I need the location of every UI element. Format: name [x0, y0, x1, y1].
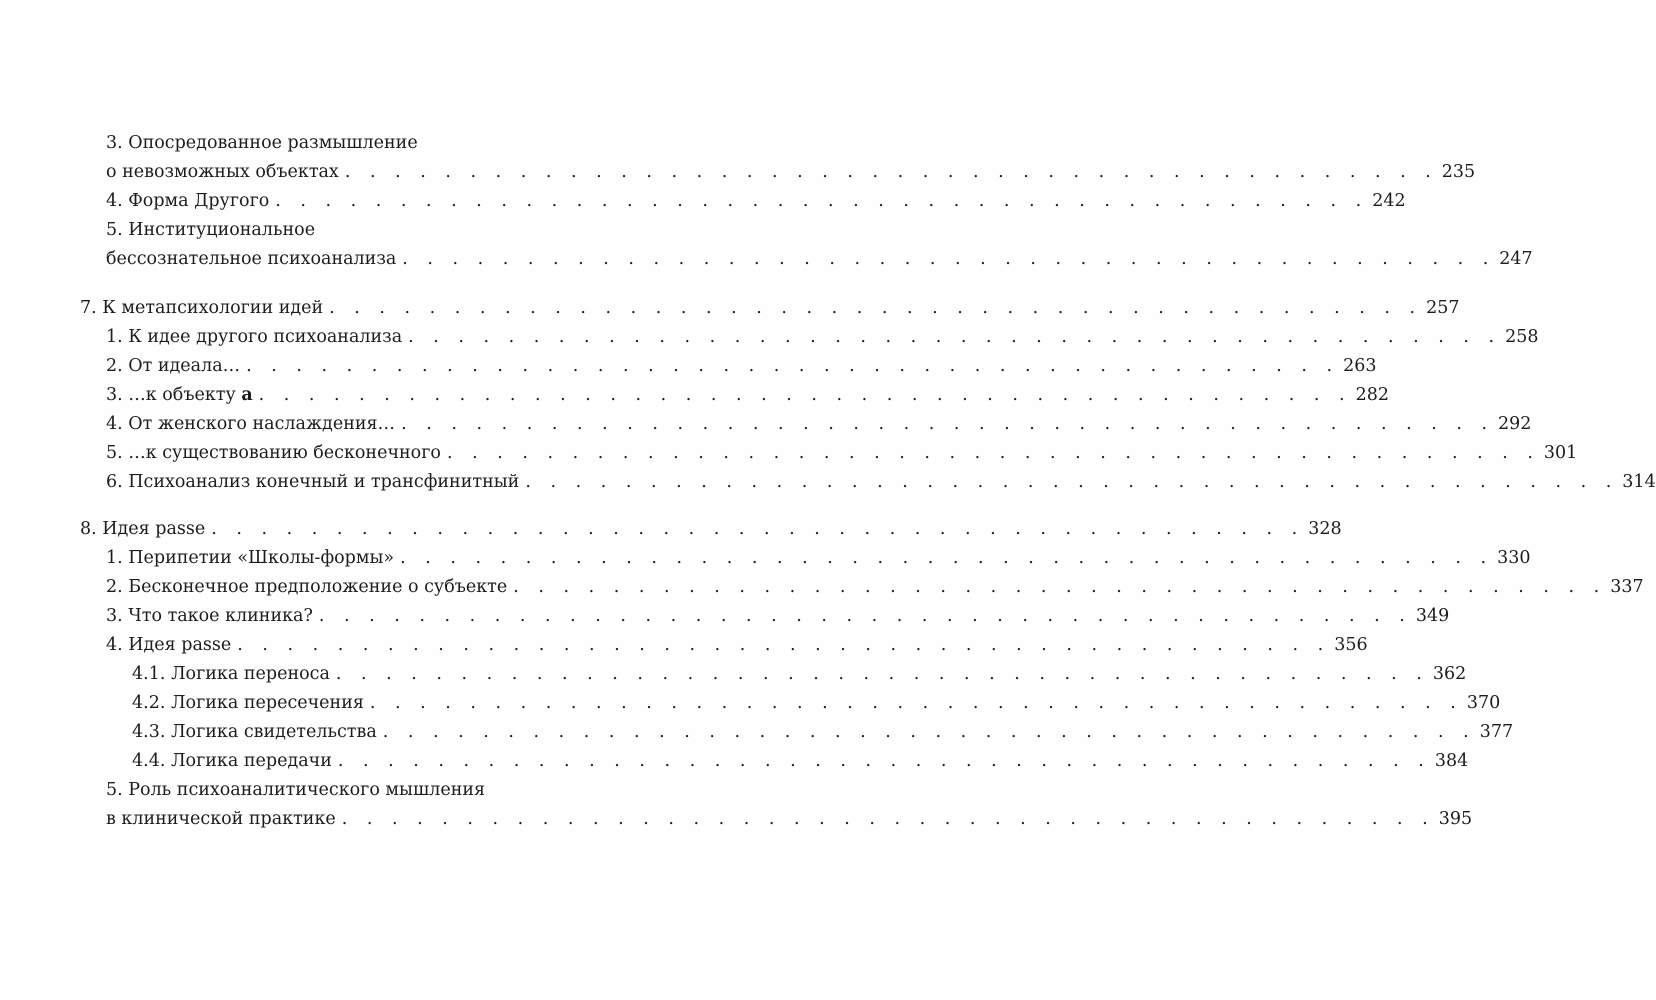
toc-entry-page: 263: [1343, 356, 1377, 376]
toc-entry-page: 377: [1479, 722, 1514, 742]
toc-entry-page: 292: [1498, 414, 1532, 434]
toc-subentry: [132, 663, 1467, 685]
toc-entry-title: 4.3. Логика свидетельства: [132, 722, 377, 742]
toc-entry-title: 5. Роль психоаналитического мышления: [106, 780, 486, 800]
toc-entry: [106, 605, 1450, 627]
toc-entry-page: 257: [1426, 298, 1460, 318]
toc-entry-page: 395: [1438, 809, 1473, 829]
toc-entry-title: 4. Идея passe: [106, 635, 232, 655]
toc-entry-page: 337: [1610, 577, 1644, 597]
dot-leader: . . . . . . . . . . . . . . . . . . . . . . . . . . . . . . . . . . . . . . . . . . . .: [275, 191, 1369, 211]
toc-entry-page: 258: [1505, 327, 1539, 347]
toc-entry: [106, 413, 1532, 435]
toc-entry-title: 2. Бесконечное предположение о субъекте: [106, 577, 508, 597]
toc-entry: [106, 219, 570, 241]
dot-leader: . . . . . . . . . . . . . . . . . . . . . . . . . . . . . . . . . . . . . . . . . . . .: [408, 327, 1502, 347]
toc-entry-title: 4.2. Логика пересечения: [132, 693, 364, 713]
dot-leader: . . . . . . . . . . . . . . . . . . . . . . . . . . . . . . . . . . . . . . . . . . . .: [513, 577, 1607, 597]
toc-entry: [106, 161, 1476, 183]
toc-chapter-title: 7. К метапсихологии идей: [80, 298, 324, 318]
dot-leader: . . . . . . . . . . . . . . . . . . . . . . . . . . . . . . . . . . . . . . . . . . . .: [369, 693, 1463, 713]
toc-entry-page: 356: [1334, 635, 1368, 655]
toc-entry: [106, 471, 1656, 493]
toc-entry-page: 282: [1355, 385, 1390, 405]
toc-entry-page: 349: [1415, 606, 1450, 626]
toc-entry-title: 4.4. Логика передачи: [132, 751, 332, 771]
toc-entry: [106, 355, 1377, 377]
toc-subentry: [132, 750, 1469, 772]
toc-entry: [106, 808, 1473, 830]
toc-chapter: [80, 297, 1460, 319]
toc-entry-title: 2. От идеала…: [106, 356, 241, 376]
toc-entry: [106, 442, 1578, 464]
toc-entry-title: в клинической практике: [106, 809, 336, 829]
toc-entry: [106, 326, 1539, 348]
toc-entry-title: 5. …к существованию бесконечного: [106, 443, 441, 463]
toc-entry-page: 235: [1441, 162, 1476, 182]
dot-leader: . . . . . . . . . . . . . . . . . . . . . . . . . . . . . . . . . . . . . . . . . . . .: [237, 635, 1331, 655]
toc-entry-title: 4. Форма Другого: [106, 191, 270, 211]
dot-leader: . . . . . . . . . . . . . . . . . . . . . . . . . . . . . . . . . . . . . . . . . . . .: [329, 298, 1423, 318]
toc-entry-title: [106, 384, 253, 406]
toc-entry-title: 5. Институциональное: [106, 220, 316, 240]
toc-entry: [106, 190, 1406, 212]
toc-entry-title: 6. Психоанализ конечный и трансфинитный: [106, 472, 520, 492]
toc-entry-page: 301: [1543, 443, 1578, 463]
toc-entry-page: 314: [1622, 472, 1656, 492]
toc-chapter-title: 8. Идея passe: [80, 519, 206, 539]
dot-leader: . . . . . . . . . . . . . . . . . . . . . . . . . . . . . . . . . . . . . . . . . . . .: [344, 162, 1438, 182]
dot-leader: . . . . . . . . . . . . . . . . . . . . . . . . . . . . . . . . . . . . . . . . . . . .: [400, 548, 1494, 568]
toc-entry-page: 362: [1432, 664, 1467, 684]
toc-entry-title: бессознательное психоанализа: [106, 249, 397, 269]
toc-entry-title-bold: a: [241, 385, 253, 405]
toc-subentry: [132, 721, 1514, 743]
toc-entry-page: 247: [1499, 249, 1533, 269]
toc-entry: [106, 779, 570, 801]
dot-leader: . . . . . . . . . . . . . . . . . . . . . . . . . . . . . . . . . . . . . . . . . . . .: [318, 606, 1412, 626]
toc-entry: [106, 132, 570, 154]
dot-leader: . . . . . . . . . . . . . . . . . . . . . . . . . . . . . . . . . . . . . . . . . . . .: [341, 809, 1435, 829]
toc-entry-page: 370: [1466, 693, 1501, 713]
dot-leader: . . . . . . . . . . . . . . . . . . . . . . . . . . . . . . . . . . . . . . . . . . . .: [258, 385, 1352, 405]
toc-entry-title: 4.1. Логика переноса: [132, 664, 330, 684]
dot-leader: . . . . . . . . . . . . . . . . . . . . . . . . . . . . . . . . . . . . . . . . . . . .: [525, 472, 1619, 492]
dot-leader: . . . . . . . . . . . . . . . . . . . . . . . . . . . . . . . . . . . . . . . . . . . .: [246, 356, 1340, 376]
toc-entry-page: 384: [1434, 751, 1469, 771]
toc-entry-title: 3. Опосредованное размышление: [106, 133, 418, 153]
toc-entry-title: 1. Перипетии «Школы-формы»: [106, 548, 395, 568]
dot-leader: . . . . . . . . . . . . . . . . . . . . . . . . . . . . . . . . . . . . . . . . . . . .: [337, 751, 1431, 771]
dot-leader: . . . . . . . . . . . . . . . . . . . . . . . . . . . . . . . . . . . . . . . . . . . .: [401, 414, 1495, 434]
toc-entry-title: 3. Что такое клиника?: [106, 606, 313, 626]
toc-entry-page: 330: [1497, 548, 1531, 568]
toc-entry: [106, 248, 1533, 270]
toc-entry-page: 242: [1372, 191, 1406, 211]
dot-leader: . . . . . . . . . . . . . . . . . . . . . . . . . . . . . . . . . . . . . . . . . . . .: [335, 664, 1429, 684]
toc-entry-title: о невозможных объектах: [106, 162, 339, 182]
dot-leader: . . . . . . . . . . . . . . . . . . . . . . . . . . . . . . . . . . . . . . . . . . . .: [382, 722, 1476, 742]
toc-entry-title: 1. К идее другого психоанализа: [106, 327, 403, 347]
toc-entry-page: 328: [1308, 519, 1342, 539]
toc-entry: [106, 384, 1390, 406]
toc-chapter: [80, 518, 1342, 540]
dot-leader: . . . . . . . . . . . . . . . . . . . . . . . . . . . . . . . . . . . . . . . . . . . .: [211, 519, 1305, 539]
dot-leader: . . . . . . . . . . . . . . . . . . . . . . . . . . . . . . . . . . . . . . . . . . . .: [402, 249, 1496, 269]
toc-subentry: [132, 692, 1501, 714]
toc-entry: [106, 634, 1368, 656]
toc-entry-title-text: 3. …к объекту: [106, 385, 242, 405]
dot-leader: . . . . . . . . . . . . . . . . . . . . . . . . . . . . . . . . . . . . . . . . . . . .: [446, 443, 1540, 463]
toc-entry: [106, 576, 1644, 598]
toc-entry: [106, 547, 1531, 569]
toc-entry-title: 4. От женского наслаждения…: [106, 414, 396, 434]
